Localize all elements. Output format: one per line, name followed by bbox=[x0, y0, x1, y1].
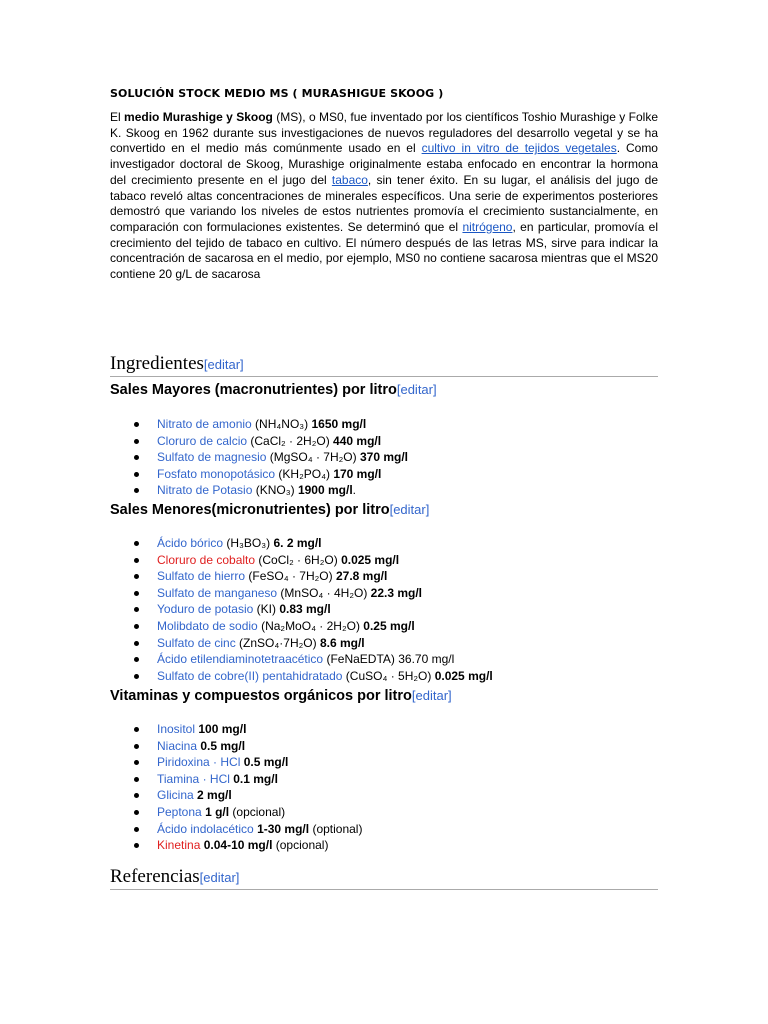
ingredient-value: 1650 mg/l bbox=[311, 417, 367, 431]
ingredient-note: (optional) bbox=[309, 821, 363, 836]
ingredient-value: 0.025 mg/l bbox=[434, 668, 493, 683]
ingredient-formula: (H₃BO₃) bbox=[223, 536, 274, 550]
heading-vitaminas bbox=[110, 688, 452, 704]
intro-paragraph bbox=[110, 110, 658, 283]
list-item bbox=[157, 449, 408, 466]
heading-ingredientes-label: Ingredientes bbox=[110, 353, 204, 374]
ingredient-formula: (FeSO₄ · 7H₂O) bbox=[245, 569, 336, 584]
ingredient-formula: (CuSO₄ · 5H₂O) bbox=[342, 668, 435, 683]
ingredient-name-link[interactable]: Sulfato de hierro bbox=[157, 569, 246, 584]
ingredient-value: 0.1 mg/l bbox=[233, 771, 278, 786]
ingredient-name-link[interactable]: Kinetina bbox=[157, 838, 201, 853]
list-item bbox=[157, 837, 362, 854]
list-item bbox=[157, 821, 362, 838]
list-item bbox=[157, 651, 493, 668]
ingredient-note: (opcional) bbox=[272, 838, 329, 853]
document-title: SOLUCIÓN STOCK MEDIO MS ( MURASHIGUE SKOOG ) bbox=[110, 87, 444, 100]
list-item bbox=[157, 738, 362, 755]
list-item bbox=[157, 771, 362, 788]
ingredient-name-link[interactable]: Cloruro de calcio bbox=[157, 433, 248, 448]
ingredient-name-link[interactable]: Sulfato de magnesio bbox=[157, 450, 267, 465]
list-item bbox=[157, 466, 408, 483]
ingredient-formula: (NH₄NO₃) bbox=[251, 417, 312, 431]
ingredient-formula: (ZnSO₄·7H₂O) bbox=[235, 635, 320, 650]
heading-sales-mayores-label: Sales Mayores (macronutrientes) por litro bbox=[110, 382, 397, 398]
ingredient-formula: (KI) bbox=[253, 602, 280, 617]
list-item bbox=[157, 754, 362, 771]
intro-text-5: , en particular, promovía el crecimiento del tejido de tabaco en cultivo. El número después de las letras MS, sirve para indicar la concentración de sacarosa en el medio, por ejemplo, MS0 no contiene sacarosa mientras que el MS20 contiene 20 g/L de sacarosa bbox=[110, 219, 659, 282]
ingredient-name-link[interactable]: Peptona bbox=[157, 804, 202, 819]
ingredient-name-link[interactable]: Yoduro de potasio bbox=[157, 602, 254, 617]
intro-text-4: , sin tener éxito. En su lugar, el análisis del jugo de tabaco reveló altas concentraciones de minerales específicos. Una serie de experimentos posteriores demostró que variando los niveles de estos nutrientes promovía el crecimiento sustancialmente, en comparación con formulaciones existentes. Se determinó que el bbox=[110, 172, 658, 234]
ingredient-name-link[interactable]: Nitrato de Potasio bbox=[157, 483, 253, 498]
ingredient-name-link[interactable]: Glicina bbox=[157, 788, 194, 803]
edit-link-ingredientes[interactable]: [editar] bbox=[203, 357, 244, 372]
heading-vitaminas-label: Vitaminas y compuestos orgánicos por litro bbox=[110, 688, 412, 704]
list-item bbox=[157, 585, 493, 602]
list-vitaminas bbox=[157, 721, 362, 854]
heading-ingredientes bbox=[110, 353, 658, 377]
ingredient-formula: (CaCl₂ · 2H₂O) bbox=[247, 433, 334, 448]
ingredient-name-link[interactable]: Nitrato de amonio bbox=[157, 417, 252, 431]
edit-link-referencias[interactable]: [editar] bbox=[199, 870, 240, 885]
ingredient-name-link[interactable]: Niacina bbox=[157, 738, 198, 753]
ingredient-value: 0.025 mg/l bbox=[341, 552, 400, 567]
ingredient-formula: (MgSO₄ · 7H₂O) bbox=[266, 450, 360, 465]
ingredient-name-link[interactable]: Inositol bbox=[157, 722, 196, 736]
ingredient-value: 2 mg/l bbox=[197, 788, 232, 803]
ingredient-value: 440 mg/l bbox=[333, 433, 382, 448]
list-item bbox=[157, 433, 408, 450]
ingredient-formula: (Na₂MoO₄ · 2H₂O) bbox=[257, 618, 364, 633]
ingredient-value: 22.3 mg/l bbox=[370, 585, 423, 600]
ingredient-formula: (KNO₃) bbox=[252, 483, 298, 498]
ingredient-value: 170 mg/l bbox=[333, 466, 382, 481]
ingredient-name-link[interactable]: Molibdato de sodio bbox=[157, 618, 258, 633]
ingredient-name-link[interactable]: Sulfato de manganeso bbox=[157, 585, 278, 600]
heading-sales-mayores bbox=[110, 382, 437, 398]
ingredient-value: 370 mg/l bbox=[359, 450, 408, 465]
list-item bbox=[157, 416, 408, 433]
list-item bbox=[157, 787, 362, 804]
list-item bbox=[157, 668, 493, 685]
list-item bbox=[157, 482, 408, 499]
ingredient-value: 0.5 mg/l bbox=[200, 738, 246, 753]
ingredient-name-link[interactable]: Ácido etilendiaminotetraacético bbox=[157, 652, 324, 667]
intro-bold-term: medio Murashige y Skoog bbox=[124, 110, 273, 124]
ingredient-name-link[interactable]: Fosfato monopotásico bbox=[157, 466, 276, 481]
ingredient-name-link[interactable]: Cloruro de cobalto bbox=[157, 552, 256, 567]
ingredient-formula: (FeNaEDTA) 36.70 mg/l bbox=[323, 652, 455, 667]
list-item bbox=[157, 804, 362, 821]
intro-text-2: (MS), o MS0, fue inventado por los científicos Toshio Murashige y Folke K. Skoog en 1962 durante sus investigaciones de nuevos reguladores del desarrollo vegetal y se ha convertido en el medio más comúnmente usado en el bbox=[110, 110, 658, 156]
heading-sales-menores-label: Sales Menores(micronutrientes) por litro bbox=[110, 502, 390, 518]
list-item bbox=[157, 535, 493, 552]
ingredient-value: 8.6 mg/l bbox=[319, 635, 365, 650]
list-sales-menores bbox=[157, 535, 493, 684]
heading-referencias bbox=[110, 866, 658, 890]
ingredient-formula: (KH₂PO₄) bbox=[275, 466, 334, 481]
link-nitrogeno[interactable]: nitrógeno bbox=[462, 219, 513, 234]
ingredient-value: 0.04-10 mg/l bbox=[203, 838, 273, 853]
ingredient-formula: (CoCl₂ · 6H₂O) bbox=[255, 552, 342, 567]
list-item bbox=[157, 568, 493, 585]
list-sales-mayores bbox=[157, 416, 408, 499]
link-tabaco[interactable]: tabaco bbox=[331, 172, 368, 187]
edit-link-sales-mayores[interactable]: [editar] bbox=[396, 382, 437, 397]
ingredient-formula: (MnSO₄ · 4H₂O) bbox=[277, 585, 371, 600]
heading-referencias-label: Referencias bbox=[110, 866, 200, 887]
ingredient-value: 0.83 mg/l bbox=[279, 602, 331, 617]
intro-text-3: . Como investigador doctoral de Skoog, Murashige originalmente estaba enfocado en encontrar la hormona del crecimiento presente en el jugo del bbox=[110, 141, 658, 187]
link-cultivo-in-vitro[interactable]: cultivo in vitro de tejidos vegetales bbox=[421, 141, 617, 156]
ingredient-value: 0.25 mg/l bbox=[363, 618, 415, 633]
ingredient-name-link[interactable]: Tiamina · HCl bbox=[157, 771, 230, 786]
edit-link-sales-menores[interactable]: [editar] bbox=[389, 502, 430, 517]
list-item bbox=[157, 721, 362, 738]
edit-link-vitaminas[interactable]: [editar] bbox=[411, 688, 452, 703]
ingredient-name-link[interactable]: Sulfato de cobre(II) pentahidratado bbox=[157, 668, 343, 683]
ingredient-value: 1900 mg/l bbox=[297, 483, 353, 498]
list-item bbox=[157, 601, 493, 618]
heading-sales-menores bbox=[110, 502, 429, 518]
ingredient-value: 0.5 mg/l bbox=[243, 755, 289, 770]
ingredient-value: 6. 2 mg/l bbox=[273, 536, 322, 550]
ingredient-value: 1 g/l bbox=[205, 804, 230, 819]
ingredient-name-link[interactable]: Ácido indolacético bbox=[157, 821, 254, 836]
ingredient-note: (opcional) bbox=[229, 804, 286, 819]
list-item bbox=[157, 618, 493, 635]
ingredient-name-link[interactable]: Piridoxina · HCl bbox=[157, 755, 241, 770]
ingredient-note: . bbox=[352, 483, 356, 498]
ingredient-name-link[interactable]: Ácido bórico bbox=[157, 536, 224, 550]
ingredient-name-link[interactable]: Sulfato de cinc bbox=[157, 635, 236, 650]
intro-text-1: El bbox=[110, 110, 125, 124]
list-item bbox=[157, 552, 493, 569]
list-item bbox=[157, 635, 493, 652]
ingredient-value: 100 mg/l bbox=[198, 722, 247, 736]
ingredient-value: 27.8 mg/l bbox=[335, 569, 388, 584]
ingredient-value: 1-30 mg/l bbox=[257, 821, 310, 836]
